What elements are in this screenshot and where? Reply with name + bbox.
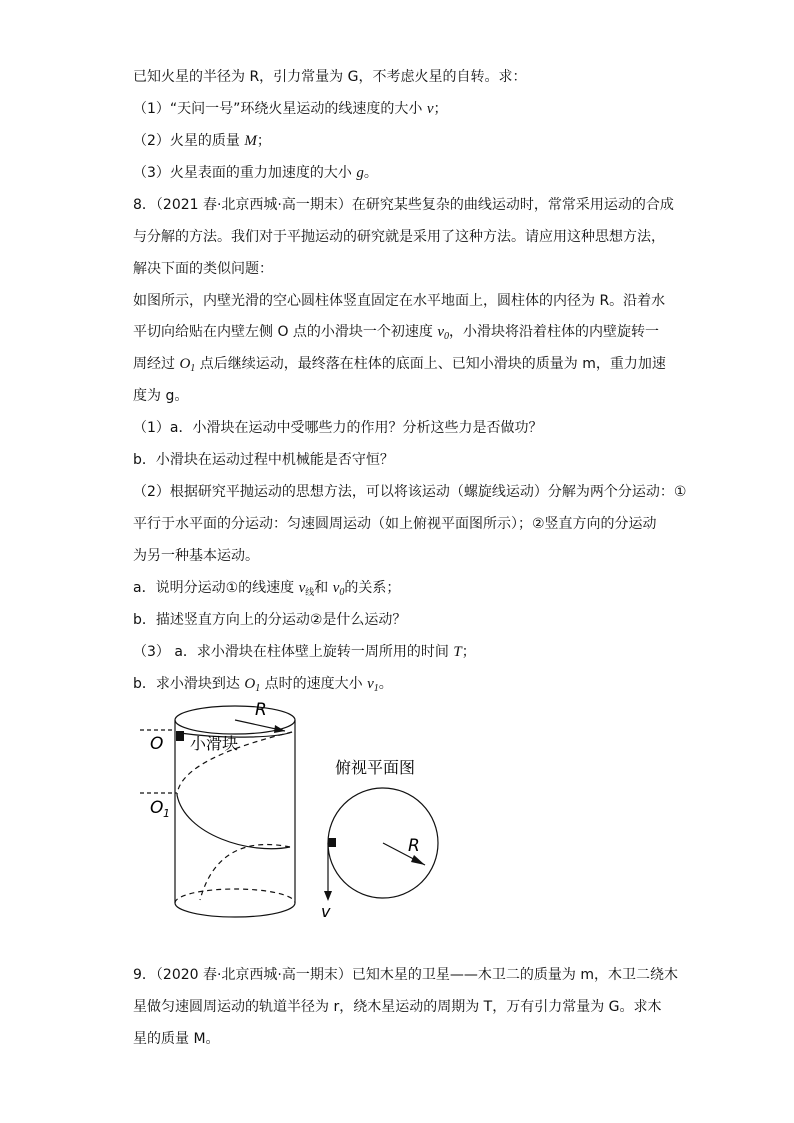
question-3	[133, 164, 378, 182]
symbol-v-line: v	[298, 580, 306, 596]
symbol-M: M	[244, 133, 257, 149]
q8-line-3: 解决下面的类似问题：	[133, 261, 273, 277]
symbol-v0-sub: 0	[444, 331, 450, 342]
symbol-O1b-sub: 1	[255, 683, 261, 694]
symbol-v0b: v	[332, 580, 340, 596]
p3a-end: ；	[461, 644, 476, 660]
question-2	[133, 132, 271, 150]
p3b-end: 。	[378, 676, 393, 692]
part2-line-3: 为另一种基本运动。	[133, 548, 259, 564]
label-O: O	[150, 734, 164, 754]
cylinder-bottom-front	[175, 903, 295, 917]
q9-line-1: 9．（2020 春·北京西城·高一期末）已知木星的卫星——木卫二的质量为 m，木卫二绕木	[133, 967, 678, 983]
label-v: v	[321, 902, 331, 921]
topview-block	[328, 838, 336, 847]
q8-line-5	[133, 323, 659, 346]
q9-line-3: 星的质量 M。	[133, 1031, 220, 1047]
symbol-v0: v	[437, 324, 445, 340]
q8-6-text: 周经过	[133, 356, 180, 372]
label-O1-sub: 1	[163, 807, 170, 820]
q3-text: （3）火星表面的重力加速度的大小	[133, 165, 357, 181]
part2-line-2: 平行于水平面的分运动：匀速圆周运动（如上俯视平面图所示）；②竖直方向的分运动	[133, 516, 657, 532]
label-R-circle: R	[408, 836, 420, 856]
symbol-O1b: O	[244, 676, 256, 692]
symbol-v1-sub: 1	[373, 683, 379, 694]
p2a-and: 和	[314, 580, 333, 596]
cylinder-bottom-back	[175, 889, 295, 903]
velocity-arrowhead	[324, 891, 332, 901]
label-O1: O	[150, 798, 164, 818]
part1-b: b．小滑块在运动过程中机械能是否守恒？	[133, 452, 394, 468]
symbol-O1-sub: 1	[190, 363, 196, 374]
symbol-O1: O	[179, 356, 191, 372]
q8-line-6	[133, 355, 666, 378]
spiral-front-2	[177, 795, 290, 849]
symbol-T: T	[453, 644, 462, 660]
q8-line-7: 度为 g。	[133, 388, 189, 404]
symbol-v0b-sub: 0	[339, 587, 345, 598]
spiral-back-2	[200, 845, 290, 900]
p2a-end: 的关系；	[344, 580, 401, 596]
part1-a: （1）a．小滑块在运动中受哪些力的作用？分析这些力是否做功？	[133, 420, 543, 436]
label-topview: 俯视平面图	[335, 758, 416, 777]
q1-text: （1）“天问一号”环绕火星运动的线速度的大小	[133, 101, 427, 117]
part3-a	[133, 643, 476, 661]
q9-line-2: 星做匀速圆周运动的轨道半径为 r，绕木星运动的周期为 T，万有引力常量为 G。求木	[133, 999, 662, 1015]
p2a-text: a．说明分运动①的线速度	[133, 580, 299, 596]
q8-5-text: 平切向给贴在内壁左侧 O 点的小滑块一个初速度	[133, 324, 438, 340]
slider-block	[176, 731, 184, 741]
q8-6-end: 点后继续运动，最终落在柱体的底面上、已知小滑块的质量为 m，重力加速	[195, 356, 666, 372]
q8-line-2: 与分解的方法。我们对于平抛运动的研究就是采用了这种方法。请应用这种思想方法，	[133, 229, 665, 245]
q2-end: ；	[256, 133, 271, 149]
label-R-top: R	[255, 700, 267, 720]
symbol-v: v	[426, 101, 434, 117]
part2-line-1: （2）根据研究平抛运动的思想方法，可以将该运动（螺旋线运动）分解为两个分运动：①	[133, 484, 687, 500]
topview-radius-arrowhead	[411, 855, 425, 865]
topview-circle-group	[328, 788, 438, 898]
q8-line-4: 如图所示，内壁光滑的空心圆柱体竖直固定在水平地面上，圆柱体的内径为 R。沿着水	[133, 293, 666, 309]
part2-a	[133, 579, 400, 602]
q8-line-1: 8．（2021 春·北京西城·高一期末）在研究某些复杂的曲线运动时，常常采用运动的合成	[133, 197, 674, 213]
q8-5-end: ，小滑块将沿着柱体的内壁旋转一	[449, 324, 660, 340]
radius-top-arrowhead	[274, 725, 285, 733]
line-given: 已知火星的半径为 R，引力常量为 G，不考虑火星的自转。求：	[133, 69, 527, 85]
q2-text: （2）火星的质量	[133, 133, 245, 149]
label-block: 小滑块	[190, 734, 239, 753]
p3a-text: （3） a．求小滑块在柱体壁上旋转一周所用的时间	[133, 644, 454, 660]
question-1	[133, 100, 448, 118]
p3b-mid: 点时的速度大小	[260, 676, 368, 692]
symbol-g: g	[356, 165, 364, 181]
symbol-v1: v	[367, 676, 374, 692]
part2-b: b．描述竖直方向上的分运动②是什么运动？	[133, 612, 407, 628]
q3-end: 。	[363, 165, 378, 181]
p3b-text: b．求小滑块到达	[133, 676, 245, 692]
cylinder-figure	[140, 695, 460, 935]
symbol-v-line-sub: 线	[305, 588, 315, 598]
q1-end: ；	[433, 101, 448, 117]
